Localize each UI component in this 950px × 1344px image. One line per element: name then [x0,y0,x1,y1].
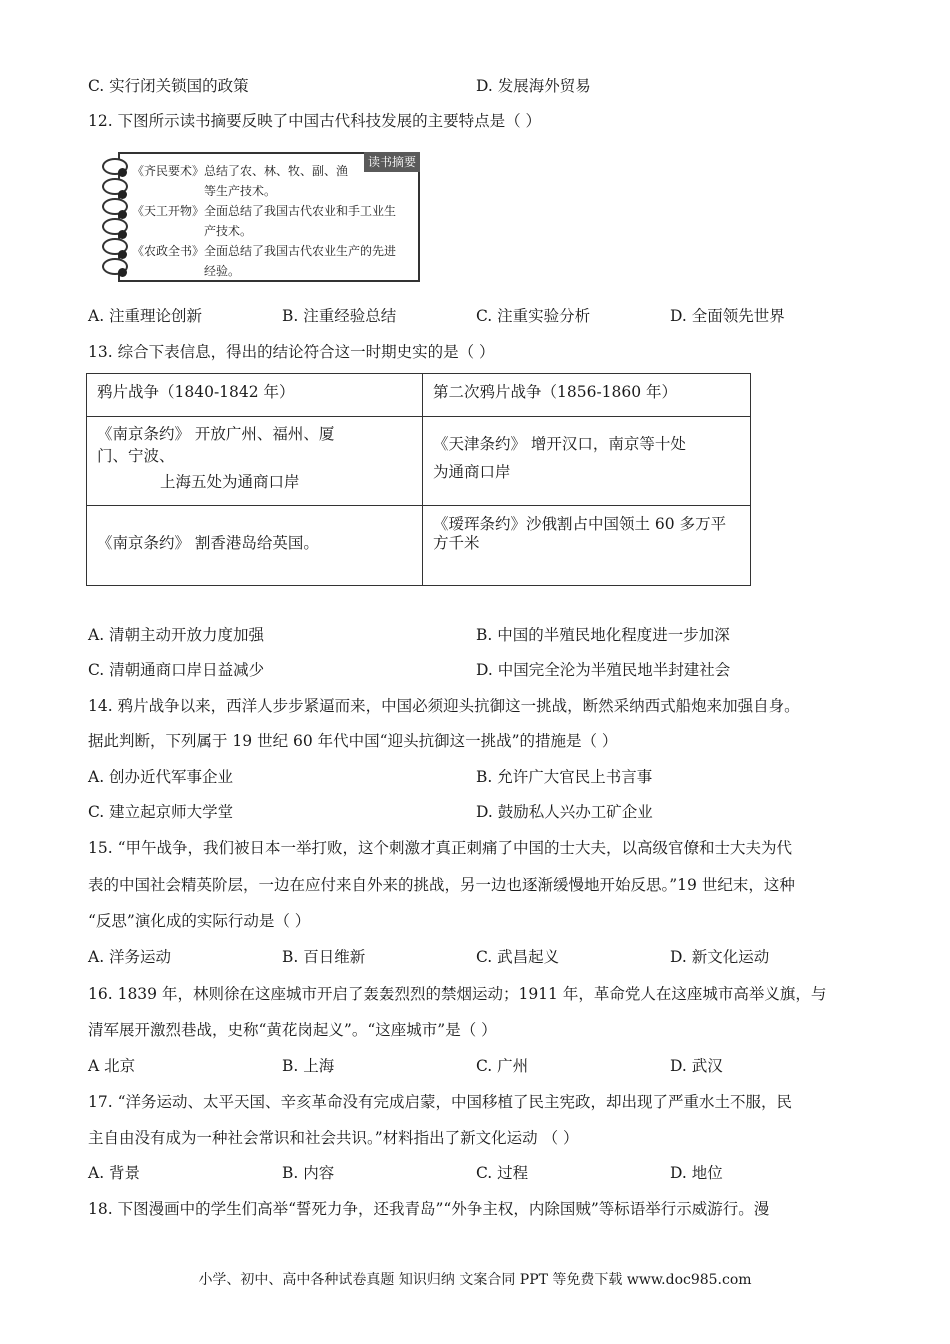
q13-option-d: D. 中国完全沦为半殖民地半封建社会 [476,661,731,679]
q15-option-c: C. 武昌起义 [476,948,560,966]
table-cell-line: 《瑷珲条约》沙俄割占中国领土 60 多万平 [433,515,727,533]
q17-option-a: A. 背景 [88,1164,141,1182]
q14-option-a: A. 创办近代军事企业 [88,768,234,786]
notes-line: 《齐民要术》总结了农、林、牧、副、渔 [132,164,349,178]
q12-option-d: D. 全面领先世界 [670,307,785,325]
bullet-dot-icon [118,190,127,199]
table-header-cell: 鸦片战争（1840-1842 年） [97,383,295,401]
table-divider [422,374,423,585]
q16-option-a: A 北京 [88,1057,136,1075]
q14-option-b: B. 允许广大官民上书言事 [476,768,653,786]
bullet-dot-icon [118,268,127,277]
q18-stem: 18. 下图漫画中的学生们高举“誓死力争，还我青岛”“外争主权，内除国贼”等标语举行示威游行。漫 [88,1200,770,1218]
q16-option-c: C. 广州 [476,1057,529,1075]
q15-stem: “反思”演化成的实际行动是（ ） [88,912,311,930]
q17-option-c: C. 过程 [476,1164,529,1182]
table-cell-line: 为通商口岸 [433,463,511,481]
notes-title-tag: 读书摘要 [364,152,420,172]
table-cell-line: 《天津条约》 增开汉口，南京等十处 [433,435,686,453]
q16-option-d: D. 武汉 [670,1057,723,1075]
notes-line: 《天工开物》全面总结了我国古代农业和手工业生 [132,204,397,218]
q14-option-c: C. 建立起京师大学堂 [88,803,234,821]
q16-stem: 16. 1839 年，林则徐在这座城市开启了轰轰烈烈的禁烟运动；1911 年，革命党人在这座城市高举义旗，与 [88,985,827,1003]
q14-option-d: D. 鼓励私人兴办工矿企业 [476,803,653,821]
q15-option-b: B. 百日维新 [282,948,366,966]
table-cell-line: 门、宁波、 [97,447,175,465]
q12-option-a: A. 注重理论创新 [88,307,203,325]
q11-option-c: C. 实行闭关锁国的政策 [88,77,249,95]
page-footer: 小学、初中、高中各种试卷真题 知识归纳 文案合同 PPT 等免费下载 www.doc985.com [198,1272,752,1288]
q13-option-b: B. 中国的半殖民地化程度进一步加深 [476,626,730,644]
table-header-cell: 第二次鸦片战争（1856-1860 年） [433,383,678,401]
bullet-dot-icon [118,230,127,239]
bullet-dot-icon [118,250,127,259]
q17-option-b: B. 内容 [282,1164,335,1182]
table-divider [87,505,750,506]
q17-option-d: D. 地位 [670,1164,723,1182]
q14-stem: 据此判断，下列属于 19 世纪 60 年代中国“迎头抗御这一挑战”的措施是（ ） [88,732,618,750]
q17-stem: 主自由没有成为一种社会常识和社会共识。”材料指出了新文化运动 （ ） [88,1129,579,1147]
q13-stem: 13. 综合下表信息，得出的结论符合这一时期史实的是（ ） [88,343,495,361]
q13-option-a: A. 清朝主动开放力度加强 [88,626,265,644]
reading-notes-figure [96,148,418,280]
notes-line: 等生产技术。 [204,184,277,198]
bullet-dot-icon [118,210,127,219]
table-cell-line: 《南京条约》 割香港岛给英国。 [97,534,319,552]
q15-option-d: D. 新文化运动 [670,948,770,966]
q16-option-b: B. 上海 [282,1057,335,1075]
table-cell-line: 《南京条约》 开放广州、福州、厦 [97,425,335,443]
notes-line: 《农政全书》全面总结了我国古代农业生产的先进 [132,244,397,258]
treaty-table [86,373,751,586]
q15-stem: 表的中国社会精英阶层，一边在应付来自外来的挑战，另一边也逐渐缓慢地开始反思。”19 世纪末，这种 [88,876,795,894]
table-cell-line: 上海五处为通商口岸 [160,473,300,491]
q12-stem: 12. 下图所示读书摘要反映了中国古代科技发展的主要特点是（ ） [88,112,542,130]
q12-option-b: B. 注重经验总结 [282,307,397,325]
q15-option-a: A. 洋务运动 [88,948,172,966]
q13-option-c: C. 清朝通商口岸日益减少 [88,661,265,679]
q16-stem: 清军展开激烈巷战，史称“黄花岗起义”。“这座城市”是（ ） [88,1021,497,1039]
table-cell-line: 方千米 [433,534,480,552]
notes-line: 产技术。 [204,224,253,238]
q11-option-d: D. 发展海外贸易 [476,77,591,95]
bullet-dot-icon [118,168,127,177]
q12-option-c: C. 注重实验分析 [476,307,591,325]
q15-stem: 15. “甲午战争，我们被日本一举打败，这个刺激才真正刺痛了中国的士大夫，以高级官僚和士大夫为代 [88,839,793,857]
notes-line: 经验。 [204,264,241,278]
q14-stem: 14. 鸦片战争以来，西洋人步步紧逼而来，中国必须迎头抗御这一挑战，断然采纳西式船炮来加强自身。 [88,697,800,715]
q17-stem: 17. “洋务运动、太平天国、辛亥革命没有完成启蒙，中国移植了民主宪政，却出现了严重水土不服，民 [88,1093,793,1111]
table-divider [87,416,750,417]
